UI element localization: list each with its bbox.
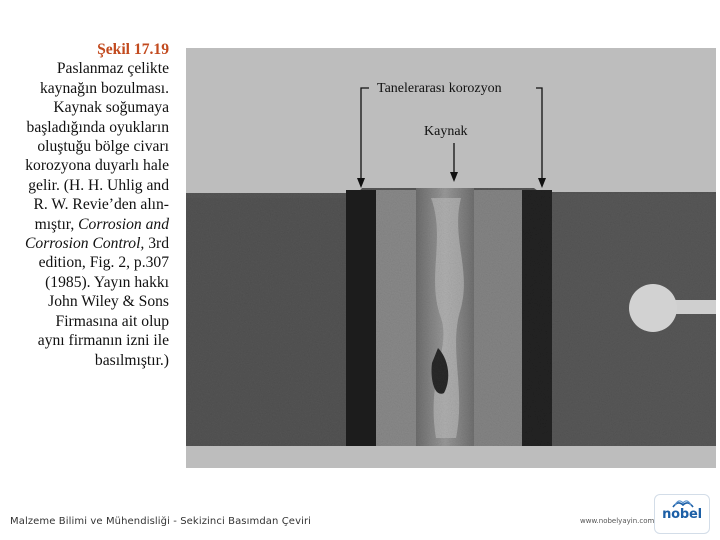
- caption-line: (1985). Yayın hakkı: [45, 273, 169, 291]
- caption-line: R. W. Revie’den alın-: [33, 196, 169, 214]
- nobel-logo: [654, 494, 710, 534]
- weld-label: Kaynak: [424, 124, 468, 139]
- book-title-italic: Corrosion Control,: [25, 235, 145, 253]
- caption-line: Kaynak soğumaya: [53, 99, 169, 117]
- logo-wordmark: nobel: [662, 507, 702, 522]
- book-title-italic: Corrosion and: [78, 215, 169, 233]
- caption-line: Paslanmaz çelikte: [56, 60, 169, 78]
- intergranular-corrosion-label: Tanelerarası korozyon: [377, 81, 502, 96]
- figure-caption: [4, 40, 169, 370]
- caption-line: kaynağın bozulması.: [39, 79, 169, 97]
- caption-line: edition, Fig. 2, p.307: [38, 254, 169, 272]
- caption-line: başladığında oyukların: [26, 118, 169, 136]
- caption-line: oluştuğu bölge civarı: [37, 138, 169, 156]
- caption-line: gelir. (H. H. Uhlig and: [28, 176, 169, 194]
- caption-text: mıştır,: [34, 215, 79, 233]
- caption-line: basılmıştır.): [94, 351, 169, 369]
- caption-line: [4, 215, 169, 234]
- caption-line: Firmasına ait olup: [55, 312, 169, 330]
- caption-line: [4, 234, 169, 253]
- caption-line: John Wiley & Sons: [48, 293, 169, 311]
- weld-corrosion-photo: [186, 48, 716, 468]
- publisher-url[interactable]: www.nobelyayin.com: [580, 517, 655, 525]
- book-title-footer: Malzeme Bilimi ve Mühendisliği - Sekizinci Basımdan Çeviri: [10, 516, 312, 527]
- caption-line: korozyona duyarlı hale: [25, 157, 169, 175]
- caption-line: aynı firmanın izni ile: [37, 332, 169, 350]
- caption-text: 3rd: [144, 235, 169, 253]
- figure-title: Şekil 17.19: [97, 41, 169, 58]
